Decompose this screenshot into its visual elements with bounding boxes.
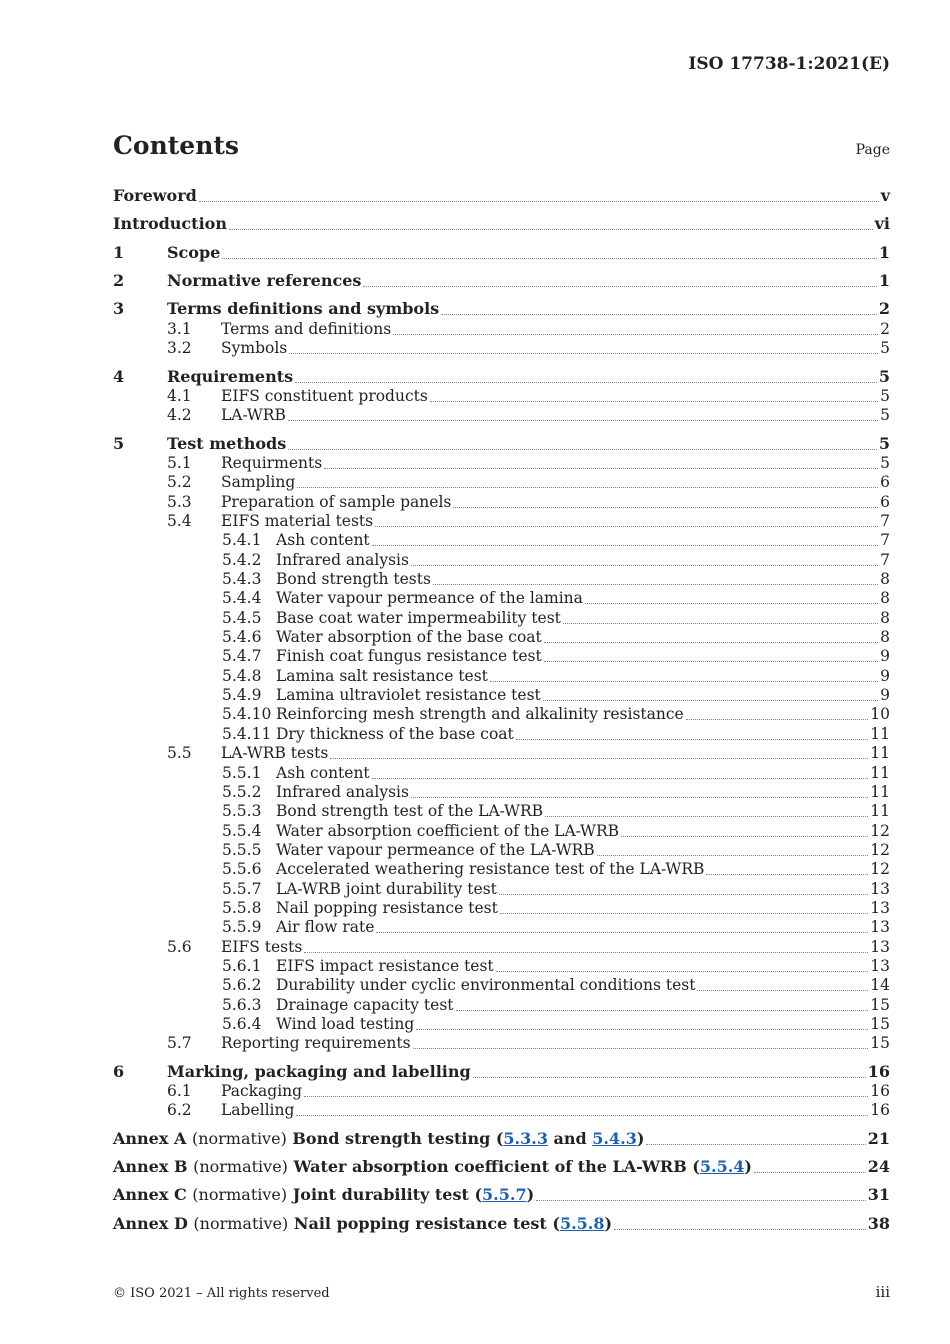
toc-entry-number: 5.6.4: [222, 1015, 262, 1033]
annex-entry[interactable]: [113, 1214, 890, 1234]
toc-entry-title: EIFS material tests: [221, 511, 374, 530]
dot-leader: [296, 1115, 868, 1116]
toc-entry-title: Lamina ultraviolet resistance test: [276, 686, 541, 705]
toc-entry-number: 6.2: [167, 1101, 192, 1120]
dot-leader: [544, 661, 878, 662]
toc-entry-number: 5: [113, 433, 125, 453]
annex-title: [113, 1214, 612, 1234]
toc-entry-title: Reinforcing mesh strength and alkalinity resistance: [276, 705, 684, 724]
annex-type: (normative): [193, 1157, 288, 1177]
annex-label: Annex D: [113, 1213, 188, 1233]
annex-clause-link[interactable]: 5.5.7: [482, 1185, 527, 1205]
dot-leader: [222, 258, 877, 259]
toc-entry-number: 1: [113, 242, 125, 262]
toc-entry-page: 7: [880, 511, 890, 530]
toc-entry-title: Durability under cyclic environmental conditions test: [276, 976, 696, 995]
toc-entry-page: 11: [870, 724, 890, 743]
toc-entry-number: 5.5.2: [222, 782, 262, 801]
toc-entry-page: 11: [870, 802, 890, 821]
toc-entry[interactable]: [113, 434, 890, 454]
annex-clause-link[interactable]: 5.5.8: [559, 1213, 605, 1233]
page-number: iii: [875, 1283, 890, 1301]
toc-entry-number: 5.4.8: [222, 666, 262, 685]
toc-entry-number: 5.5.8: [222, 898, 262, 917]
dot-leader: [453, 507, 878, 508]
dot-leader: [430, 401, 878, 402]
toc-entry-title: Wind load testing: [276, 1015, 415, 1033]
toc-entry[interactable]: [113, 666, 890, 686]
toc-entry-page: 5: [880, 386, 890, 405]
toc-entry-page: 1: [878, 242, 890, 262]
dot-leader: [199, 201, 879, 202]
dot-leader: [496, 971, 869, 972]
dot-leader: [686, 719, 869, 720]
toc-entry[interactable]: [113, 405, 890, 425]
toc-entry-number: 3.2: [167, 339, 192, 358]
toc-entry[interactable]: [113, 685, 890, 705]
toc-entry-page: 2: [878, 299, 890, 319]
dot-leader: [490, 681, 878, 682]
toc-entry[interactable]: [113, 214, 890, 234]
toc-entry-title: Finish coat fungus resistance test: [276, 647, 542, 666]
annex-title: [113, 1185, 534, 1205]
dot-leader: [706, 874, 868, 875]
dot-leader: [697, 990, 868, 991]
toc-entry-number: 5.4.3: [222, 570, 262, 588]
dot-leader: [411, 797, 868, 798]
toc-entry-title: Terms definitions and symbols: [167, 299, 440, 319]
dot-leader: [413, 1048, 869, 1049]
toc-entry-title: LA-WRB: [221, 406, 286, 425]
toc-entry[interactable]: [113, 1062, 890, 1082]
dot-leader: [646, 1144, 865, 1145]
toc-entry-number: 3: [113, 299, 125, 319]
toc-entry[interactable]: [113, 243, 890, 263]
toc-entry-title: Air flow rate: [276, 918, 375, 937]
toc-entry-title: Scope: [167, 242, 221, 262]
toc-entry[interactable]: [113, 763, 890, 783]
toc-entry-title: Infrared analysis: [276, 550, 409, 569]
dot-leader: [289, 353, 878, 354]
toc-entry-title: EIFS constituent products: [221, 386, 428, 405]
toc-entry-title: Foreword: [113, 186, 197, 205]
annex-title: [113, 1129, 644, 1149]
toc-entry[interactable]: [113, 956, 890, 976]
toc-entry[interactable]: [113, 319, 890, 339]
toc-entry-number: 5.5.6: [222, 860, 262, 879]
toc-entry-page: 12: [870, 840, 890, 859]
toc-entry-title: Labelling: [221, 1101, 295, 1120]
toc-entry-title: Water absorption coefficient of the LA-WRB: [276, 821, 620, 840]
toc-entry-number: 5.5: [167, 744, 192, 763]
toc-entry-number: 5.4.10: [222, 705, 272, 724]
toc-entry-page: 9: [880, 686, 890, 705]
toc-entry-title: Accelerated weathering resistance test of the LA-WRB: [276, 860, 705, 879]
annex-close: ): [526, 1185, 535, 1205]
toc-entry-title: Preparation of sample panels: [221, 492, 452, 511]
toc-entry[interactable]: [113, 453, 890, 473]
toc-entry-title: Nail popping resistance test: [276, 898, 498, 917]
toc-entry[interactable]: [113, 299, 890, 319]
toc-entry-page: 13: [870, 937, 890, 956]
toc-entry-number: 5.1: [167, 453, 192, 472]
toc-entry-page: 12: [870, 821, 890, 840]
toc-entry[interactable]: [113, 511, 890, 531]
contents-heading: Contents: [113, 131, 240, 160]
toc-entry-page: 15: [870, 995, 890, 1014]
toc-entry[interactable]: [113, 1081, 890, 1101]
dot-leader: [441, 314, 877, 315]
toc-entry-title: Symbols: [221, 339, 288, 358]
toc-entry-number: 5.4: [167, 511, 192, 530]
toc-entry-title: Infrared analysis: [276, 782, 409, 801]
dot-leader: [372, 778, 869, 779]
annex-clause-link[interactable]: 5.4.3: [592, 1128, 637, 1148]
toc-entry-number: 5.6.1: [222, 957, 262, 975]
dot-leader: [754, 1172, 866, 1173]
toc-entry-page: 9: [880, 666, 890, 685]
toc-entry-page: 13: [870, 957, 890, 975]
toc-entry[interactable]: [113, 879, 890, 899]
annex-entry[interactable]: [113, 1157, 890, 1177]
dot-leader: [324, 468, 878, 469]
toc-entry[interactable]: [113, 821, 890, 841]
toc-entry-page: 5: [878, 433, 890, 453]
toc-entry-page: 5: [880, 339, 890, 358]
toc-entry-number: 5.5.9: [222, 918, 262, 937]
toc-entry-page: 15: [870, 1015, 890, 1033]
dot-leader: [372, 545, 878, 546]
toc-entry-page: 2: [880, 319, 890, 338]
toc-entry-page: 16: [870, 1082, 890, 1101]
dot-leader: [288, 449, 877, 450]
toc-entry-page: 6: [880, 473, 890, 492]
toc-entry-title: Ash content: [276, 763, 370, 782]
document-code: ISO 17738-1:2021(E): [688, 54, 890, 74]
dot-leader: [536, 1200, 866, 1201]
toc-entry[interactable]: [113, 917, 890, 937]
toc-entry-number: 6.1: [167, 1082, 192, 1101]
toc-entry-number: 2: [113, 271, 125, 291]
toc-entry-number: 3.1: [167, 319, 192, 338]
copyright-notice: © ISO 2021 – All rights reserved: [113, 1286, 330, 1301]
toc-entry[interactable]: [113, 367, 890, 387]
toc-entry[interactable]: [113, 1033, 890, 1053]
annex-label: Annex B: [113, 1157, 188, 1177]
toc-entry-number: 5.4.2: [222, 550, 262, 569]
toc-entry[interactable]: [113, 646, 890, 666]
toc-entry-title: EIFS tests: [221, 937, 303, 956]
dot-leader: [416, 1029, 868, 1030]
dot-leader: [330, 758, 868, 759]
toc-entry-title: Test methods: [167, 433, 287, 453]
toc-entry-number: 5.5.7: [222, 879, 262, 898]
toc-entry[interactable]: [113, 472, 890, 492]
toc-entry-number: 5.6: [167, 937, 192, 956]
toc-entry[interactable]: [113, 530, 890, 550]
toc-entry-title: Reporting requirements: [221, 1034, 411, 1053]
toc-entry-number: 5.4.5: [222, 608, 262, 627]
toc-entry[interactable]: [113, 743, 890, 763]
toc-entry-page: 5: [880, 453, 890, 472]
toc-entry-page: 8: [880, 570, 890, 588]
dot-leader: [288, 420, 878, 421]
toc-entry-page: 15: [870, 1034, 890, 1053]
annex-close: ): [636, 1128, 645, 1148]
annex-ref-joiner: and: [547, 1128, 593, 1148]
dot-leader: [516, 739, 869, 740]
dot-leader: [621, 836, 868, 837]
annex-label: Annex C: [113, 1185, 187, 1205]
annex-type: (normative): [191, 1128, 287, 1148]
toc-entry-page: 13: [870, 879, 890, 898]
dot-leader: [456, 1010, 869, 1011]
dot-leader: [545, 816, 868, 817]
toc-entry-page: 10: [870, 705, 890, 724]
toc-entry-title: Water vapour permeance of the LA-WRB: [276, 840, 595, 859]
annex-page: 24: [867, 1157, 890, 1177]
dot-leader: [375, 526, 878, 527]
toc-entry-title: Packaging: [221, 1082, 303, 1101]
annex-name: Joint durability test (: [292, 1185, 483, 1205]
dot-leader: [411, 565, 878, 566]
toc-entry-page: 11: [870, 763, 890, 782]
dot-leader: [295, 382, 877, 383]
toc-entry[interactable]: [113, 975, 890, 995]
toc-entry[interactable]: [113, 386, 890, 406]
toc-entry[interactable]: [113, 937, 890, 957]
toc-entry[interactable]: [113, 569, 890, 589]
toc-entry-number: 5.6.3: [222, 995, 262, 1014]
dot-leader: [500, 913, 868, 914]
annex-name: Bond strength testing (: [292, 1128, 504, 1148]
annex-entry[interactable]: [113, 1185, 890, 1205]
toc-entry-title: LA-WRB tests: [221, 744, 329, 763]
toc-entry-title: Ash content: [276, 531, 370, 550]
toc-entry-number: 4: [113, 366, 125, 386]
toc-entry-title: Base coat water impermeability test: [276, 608, 561, 627]
toc-entry[interactable]: [113, 782, 890, 802]
toc-entry[interactable]: [113, 627, 890, 647]
toc-entry[interactable]: [113, 840, 890, 860]
toc-entry-number: 5.7: [167, 1034, 192, 1053]
toc-entry-title: Requirements: [167, 366, 294, 386]
toc-entry-title: Requirments: [221, 453, 323, 472]
toc-entry[interactable]: [113, 995, 890, 1015]
toc-entry-page: 8: [880, 589, 890, 608]
dot-leader: [563, 623, 878, 624]
toc-entry[interactable]: [113, 1100, 890, 1120]
toc-entry-page: 1: [878, 271, 890, 291]
toc-entry-title: Water absorption of the base coat: [276, 628, 542, 646]
toc-entry-page: 12: [870, 860, 890, 879]
toc-entry-page: 16: [867, 1061, 890, 1081]
toc-entry-page: vi: [874, 214, 890, 234]
annex-page: 21: [867, 1128, 890, 1148]
toc-entry-number: 4.2: [167, 406, 192, 425]
annex-page: 38: [867, 1213, 890, 1233]
toc-entry[interactable]: [113, 859, 890, 879]
dot-leader: [376, 932, 868, 933]
toc-entry-number: 5.4.9: [222, 686, 262, 705]
toc-entry-number: 5.6.2: [222, 976, 262, 995]
toc-entry-title: Introduction: [113, 214, 227, 234]
toc-entry[interactable]: [113, 1014, 890, 1034]
toc-entry-page: 13: [870, 898, 890, 917]
toc-entry-title: Drainage capacity test: [276, 995, 454, 1014]
annex-title: [113, 1157, 752, 1177]
dot-leader: [473, 1077, 866, 1078]
annex-page: 31: [867, 1185, 890, 1205]
toc-entry-number: 5.4.11: [222, 724, 272, 743]
toc-entry-title: Water vapour permeance of the lamina: [276, 589, 583, 608]
toc-entry-number: 5.3: [167, 492, 192, 511]
toc-entry[interactable]: [113, 550, 890, 570]
toc-entry-number: 6: [113, 1061, 125, 1081]
dot-leader: [304, 952, 868, 953]
annex-clause-link[interactable]: 5.5.4: [699, 1157, 745, 1177]
dot-leader: [614, 1229, 866, 1230]
dot-leader: [543, 700, 878, 701]
toc-entry-number: 5.5.4: [222, 821, 262, 840]
toc-entry-page: 9: [880, 647, 890, 666]
annex-name: Water absorption coefficient of the LA-WRB (: [293, 1157, 700, 1177]
toc-entry-title: LA-WRB joint durability test: [276, 879, 497, 898]
dot-leader: [597, 855, 869, 856]
toc-entry-number: 5.4.4: [222, 589, 262, 608]
toc-entry[interactable]: [113, 492, 890, 512]
toc-entry-number: 5.4.6: [222, 628, 262, 646]
page-column-label: Page: [855, 142, 890, 158]
dot-leader: [363, 286, 876, 287]
toc-entry-page: 6: [880, 492, 890, 511]
toc-entry[interactable]: [113, 338, 890, 358]
toc-entry[interactable]: [113, 801, 890, 821]
toc-entry-title: Terms and definitions: [221, 319, 392, 338]
toc-entry-number: 4.1: [167, 386, 192, 405]
toc-entry-page: 16: [870, 1101, 890, 1120]
dot-leader: [229, 229, 873, 230]
dot-leader: [393, 334, 878, 335]
toc-entry-title: EIFS impact resistance test: [276, 957, 494, 975]
toc-entry[interactable]: [113, 271, 890, 291]
dot-leader: [433, 584, 878, 585]
dot-leader: [499, 894, 868, 895]
toc-entry-page: 7: [880, 531, 890, 550]
toc-entry-page: v: [880, 186, 890, 205]
annex-label: Annex A: [113, 1128, 187, 1148]
toc-entry-number: 5.4.7: [222, 647, 262, 666]
toc-entry-page: 14: [870, 976, 890, 995]
toc-entry-page: 8: [880, 628, 890, 646]
toc-entry-title: Bond strength tests: [276, 570, 431, 588]
toc-entry-page: 7: [880, 550, 890, 569]
annex-close: ): [744, 1157, 752, 1177]
dot-leader: [297, 487, 878, 488]
toc-entry-number: 5.2: [167, 473, 192, 492]
toc-entry-title: Normative references: [167, 271, 362, 291]
toc-entry-number: 5.4.1: [222, 531, 262, 550]
toc-entry-page: 5: [878, 366, 890, 386]
toc-entry-number: 5.5.1: [222, 763, 262, 782]
toc-entry-title: Bond strength test of the LA-WRB: [276, 802, 544, 821]
toc-entry-title: Marking, packaging and labelling: [167, 1061, 471, 1081]
toc-entry[interactable]: [113, 898, 890, 918]
toc-entry-title: Dry thickness of the base coat: [276, 724, 514, 743]
annex-close: ): [604, 1213, 613, 1233]
toc-entry-page: 8: [880, 608, 890, 627]
toc-entry-page: 11: [870, 782, 890, 801]
annex-clause-link[interactable]: 5.3.3: [503, 1128, 548, 1148]
toc-entry-page: 13: [870, 918, 890, 937]
toc-entry-number: 5.5.3: [222, 802, 262, 821]
toc-entry[interactable]: [113, 186, 890, 206]
annex-type: (normative): [193, 1213, 289, 1233]
toc-entry-page: 11: [870, 744, 890, 763]
toc-entry[interactable]: [113, 704, 890, 724]
dot-leader: [544, 642, 878, 643]
toc-entry-page: 5: [880, 406, 890, 425]
toc-entry[interactable]: [113, 608, 890, 628]
toc-entry[interactable]: [113, 588, 890, 608]
annex-name: Nail popping resistance test (: [293, 1213, 560, 1233]
toc-entry-title: Lamina salt resistance test: [276, 666, 488, 685]
toc-entry-number: 5.5.5: [222, 840, 262, 859]
annex-entry[interactable]: [113, 1129, 890, 1149]
toc-entry[interactable]: [113, 724, 890, 744]
dot-leader: [304, 1096, 868, 1097]
dot-leader: [585, 603, 878, 604]
toc-entry-title: Sampling: [221, 473, 296, 492]
annex-type: (normative): [192, 1185, 288, 1205]
